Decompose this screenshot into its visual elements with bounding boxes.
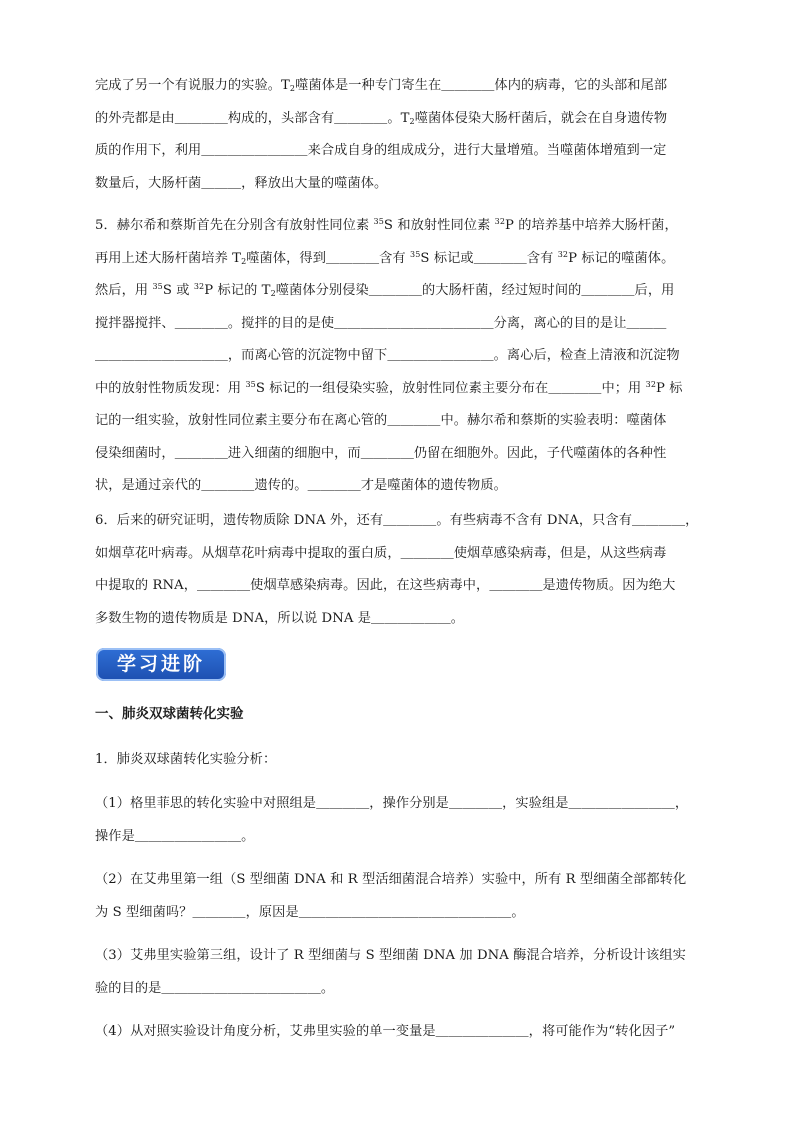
text-line: 状，是通过亲代的＿＿＿＿遗传的。＿＿＿＿才是噬菌体的遗传物质。 bbox=[95, 478, 507, 493]
text-line: 质的作用下，利用＿＿＿＿＿＿＿＿来合成自身的组成成分，进行大量增殖。当噬菌体增殖到一定 bbox=[95, 143, 667, 158]
text-line: 再用上述大肠杆菌培养 $T_2$噬菌体，得到＿＿＿＿含有 $^{35}$S 标记或＿＿＿＿含有 $^{32}$P 标记的噬菌体。 bbox=[95, 249, 675, 266]
question-1-title bbox=[95, 744, 700, 777]
text-line: （4）从对照实验设计角度分析，艾弗里实验的单一变量是＿＿＿＿＿＿＿，将可能作为“转化因子” bbox=[95, 1024, 676, 1039]
text-line: ＿＿＿＿＿＿＿＿＿＿，而离心管的沉淀物中留下＿＿＿＿＿＿＿＿。离心后，检查上清液和沉淀物 bbox=[95, 348, 680, 363]
text-line: 验的目的是＿＿＿＿＿＿＿＿＿＿＿＿。 bbox=[95, 980, 335, 996]
text-line: 完成了另一个有说服力的实验。$T_2$噬菌体是一种专门寄生在＿＿＿＿体内的病毒，它的头部和尾部 bbox=[95, 78, 668, 93]
text-line: 记的一组实验，放射性同位素主要分布在离心管的＿＿＿＿中。赫尔希和蔡斯的实验表明：噬菌体 bbox=[95, 413, 667, 428]
text-line: 搅拌器搅拌、＿＿＿＿。搅拌的目的是使＿＿＿＿＿＿＿＿＿＿＿＿分离，离心的目的是让＿＿＿ bbox=[95, 315, 667, 331]
question-1-2 bbox=[95, 864, 700, 929]
paragraph-rna-viruses bbox=[95, 505, 700, 635]
text-line: （3）艾弗里实验第三组，设计了 R 型细菌与 S 型细菌 DNA 加 DNA 酶混合培养，分析设计该组实 bbox=[95, 948, 686, 963]
text-line: 为 S 型细菌吗？＿＿＿＿，原因是＿＿＿＿＿＿＿＿＿＿＿＿＿＿＿＿。 bbox=[95, 904, 525, 920]
text-line: 中提取的 RNA，＿＿＿＿使烟草感染病毒。因此，在这些病毒中，＿＿＿＿是遗传物质。因为绝大 bbox=[95, 578, 676, 593]
text-line: 数量后，大肠杆菌＿＿＿，释放出大量的噬菌体。 bbox=[95, 175, 388, 191]
text-line: 操作是＿＿＿＿＿＿＿＿。 bbox=[95, 828, 255, 844]
text-line: 多数生物的遗传物质是 DNA，所以说 DNA 是＿＿＿＿＿＿。 bbox=[95, 610, 465, 626]
section-badge-study-advance: 学习进阶 bbox=[96, 648, 226, 681]
paragraph-phage-intro bbox=[95, 70, 700, 200]
text-line: 5．赫尔希和蔡斯首先在分别含有放射性同位素 $^{35}$S 和放射性同位素 $^{32}$P 的培养基中培养大肠杆菌， bbox=[95, 217, 678, 233]
text-line: （1）格里菲思的转化实验中对照组是＿＿＿＿，操作分别是＿＿＿＿，实验组是＿＿＿＿＿＿＿＿， bbox=[95, 796, 689, 811]
text-line: 的外壳都是由＿＿＿＿构成的，头部含有＿＿＿＿。$T_2$噬菌体侵染大肠杆菌后，就会在自身遗传物 bbox=[95, 110, 668, 126]
question-1-4 bbox=[95, 1016, 700, 1049]
text-line: （2）在艾弗里第一组（S 型细菌 DNA 和 R 型活细菌混合培养）实验中，所有 R 型细菌全部都转化 bbox=[95, 872, 687, 887]
text-line: 然后，用 $^{35}$S 或 $^{32}$P 标记的 $T_2$噬菌体分别侵染＿＿＿＿的大肠杆菌，经过短时间的＿＿＿＿后，用 bbox=[95, 282, 675, 298]
question-1-3 bbox=[95, 940, 700, 1005]
question-1-1 bbox=[95, 788, 700, 853]
text-line: 1．肺炎双球菌转化实验分析： bbox=[95, 752, 277, 767]
text-line: 中的放射性物质发现：用 $^{35}$S 标记的一组侵染实验，放射性同位素主要分布在＿＿＿＿中；用 $^{32}$P 标 bbox=[95, 379, 683, 396]
text-line: 如烟草花叶病毒。从烟草花叶病毒中提取的蛋白质，＿＿＿＿使烟草感染病毒，但是，从这些病毒 bbox=[95, 545, 667, 561]
text-line: 6．后来的研究证明，遗传物质除 DNA 外，还有＿＿＿＿。有些病毒不含有 DNA，只含有＿＿＿＿， bbox=[95, 513, 699, 528]
text-line: 侵染细菌时，＿＿＿＿进入细菌的细胞中，而＿＿＿＿仍留在细胞外。因此，子代噬菌体的各种性 bbox=[95, 445, 667, 461]
heading-pneumococcus-transformation: 一、肺炎双球菌转化实验 bbox=[95, 706, 244, 722]
paragraph-hershey-chase bbox=[95, 210, 700, 503]
